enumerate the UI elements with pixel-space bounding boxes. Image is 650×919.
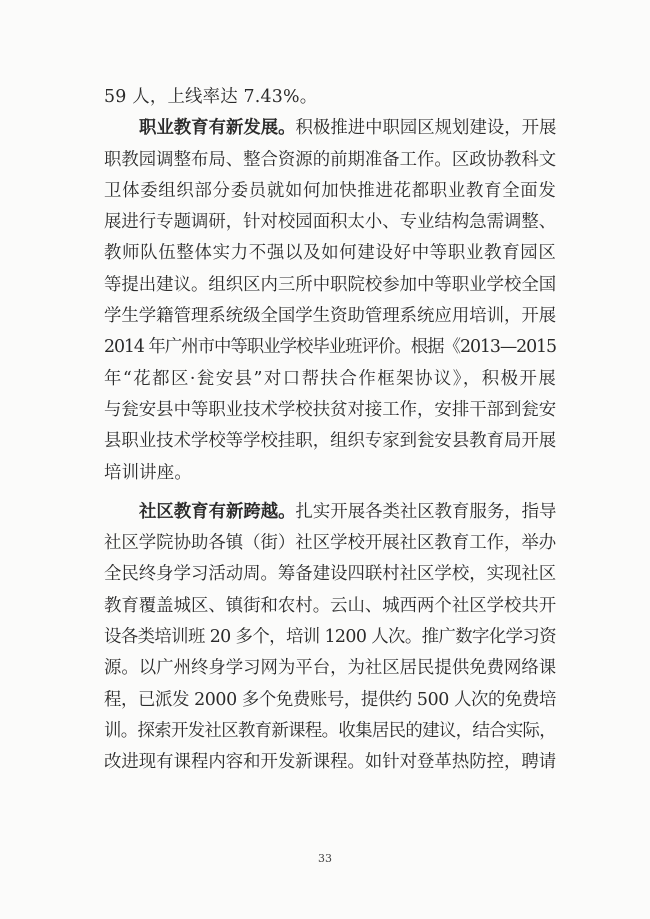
paragraph-line: 59 人，上线率达 7.43%。	[104, 87, 318, 107]
paragraph-line: 社区学院协助各镇（街）社区学校开展社区教育工作，举办	[104, 533, 557, 554]
paragraph-line: 源。以广州终身学习网为平台，为社区居民提供免费网络课	[104, 658, 557, 679]
body-text	[104, 82, 556, 779]
paragraph-line: 教师队伍整体实力不强以及如何建设好中等职业教育园区	[104, 243, 556, 264]
section-heading-community: 社区教育有新跨越。	[139, 501, 296, 522]
paragraph-line: 程，已派发 2000 多个免费账号，提供约 500 人次的免费培	[104, 689, 556, 710]
paragraph-line: 展进行专题调研，针对校园面积太小、专业结构急需调整、	[104, 212, 557, 233]
paragraph-line: 卫体委组织部分委员就如何加快推进花都职业教育全面发	[104, 180, 556, 201]
paragraph-line: 积极推进中职园区规划建设，开展	[295, 118, 557, 139]
section-heading-vocational: 职业教育有新发展。	[139, 118, 296, 139]
paragraph-line: 县职业技术学校等学校挂职，组织专家到瓮安县教育局开展	[104, 431, 557, 452]
paragraph-first-line	[104, 113, 556, 144]
paragraph-line: 2014 年广州市中等职业学校毕业班评价。根据《2013—2015	[104, 337, 556, 358]
paragraph-line: 改进现有课程内容和开发新课程。如针对登革热防控，聘请	[104, 752, 557, 773]
paragraph-line: 年“花都区·瓮安县”对口帮扶合作框架协议》，积极开展	[104, 368, 556, 389]
paragraph-line: 设各类培训班 20 多个，培训 1200 人次。推广数字化学习资	[104, 627, 556, 648]
paragraph-line: 教育覆盖城区、镇街和农村。云山、城西两个社区学校共开	[104, 595, 557, 616]
paragraph-line: 扎实开展各类社区教育服务，指导	[295, 501, 557, 522]
paragraph-line: 职教园调整布局、整合资源的前期准备工作。区政协教科文	[104, 149, 557, 170]
paragraph-line: 全民终身学习活动周。筹备建设四联村社区学校，实现社区	[104, 564, 557, 585]
paragraph-line: 等提出建议。组织区内三所中职院校参加中等职业学校全国	[104, 274, 557, 295]
paragraph-first-line	[104, 497, 556, 528]
paragraph-line: 培训讲座。	[104, 462, 192, 483]
paragraph-line: 与瓮安县中等职业技术学校扶贫对接工作，安排干部到瓮安	[104, 399, 557, 420]
paragraph-line: 学生学籍管理系统级全国学生资助管理系统应用培训，开展	[104, 306, 557, 327]
paragraph-line: 训。探索开发社区教育新课程。收集居民的建议，结合实际，	[104, 720, 556, 741]
paragraph-gap	[104, 489, 556, 497]
page-number: 33	[318, 852, 332, 865]
